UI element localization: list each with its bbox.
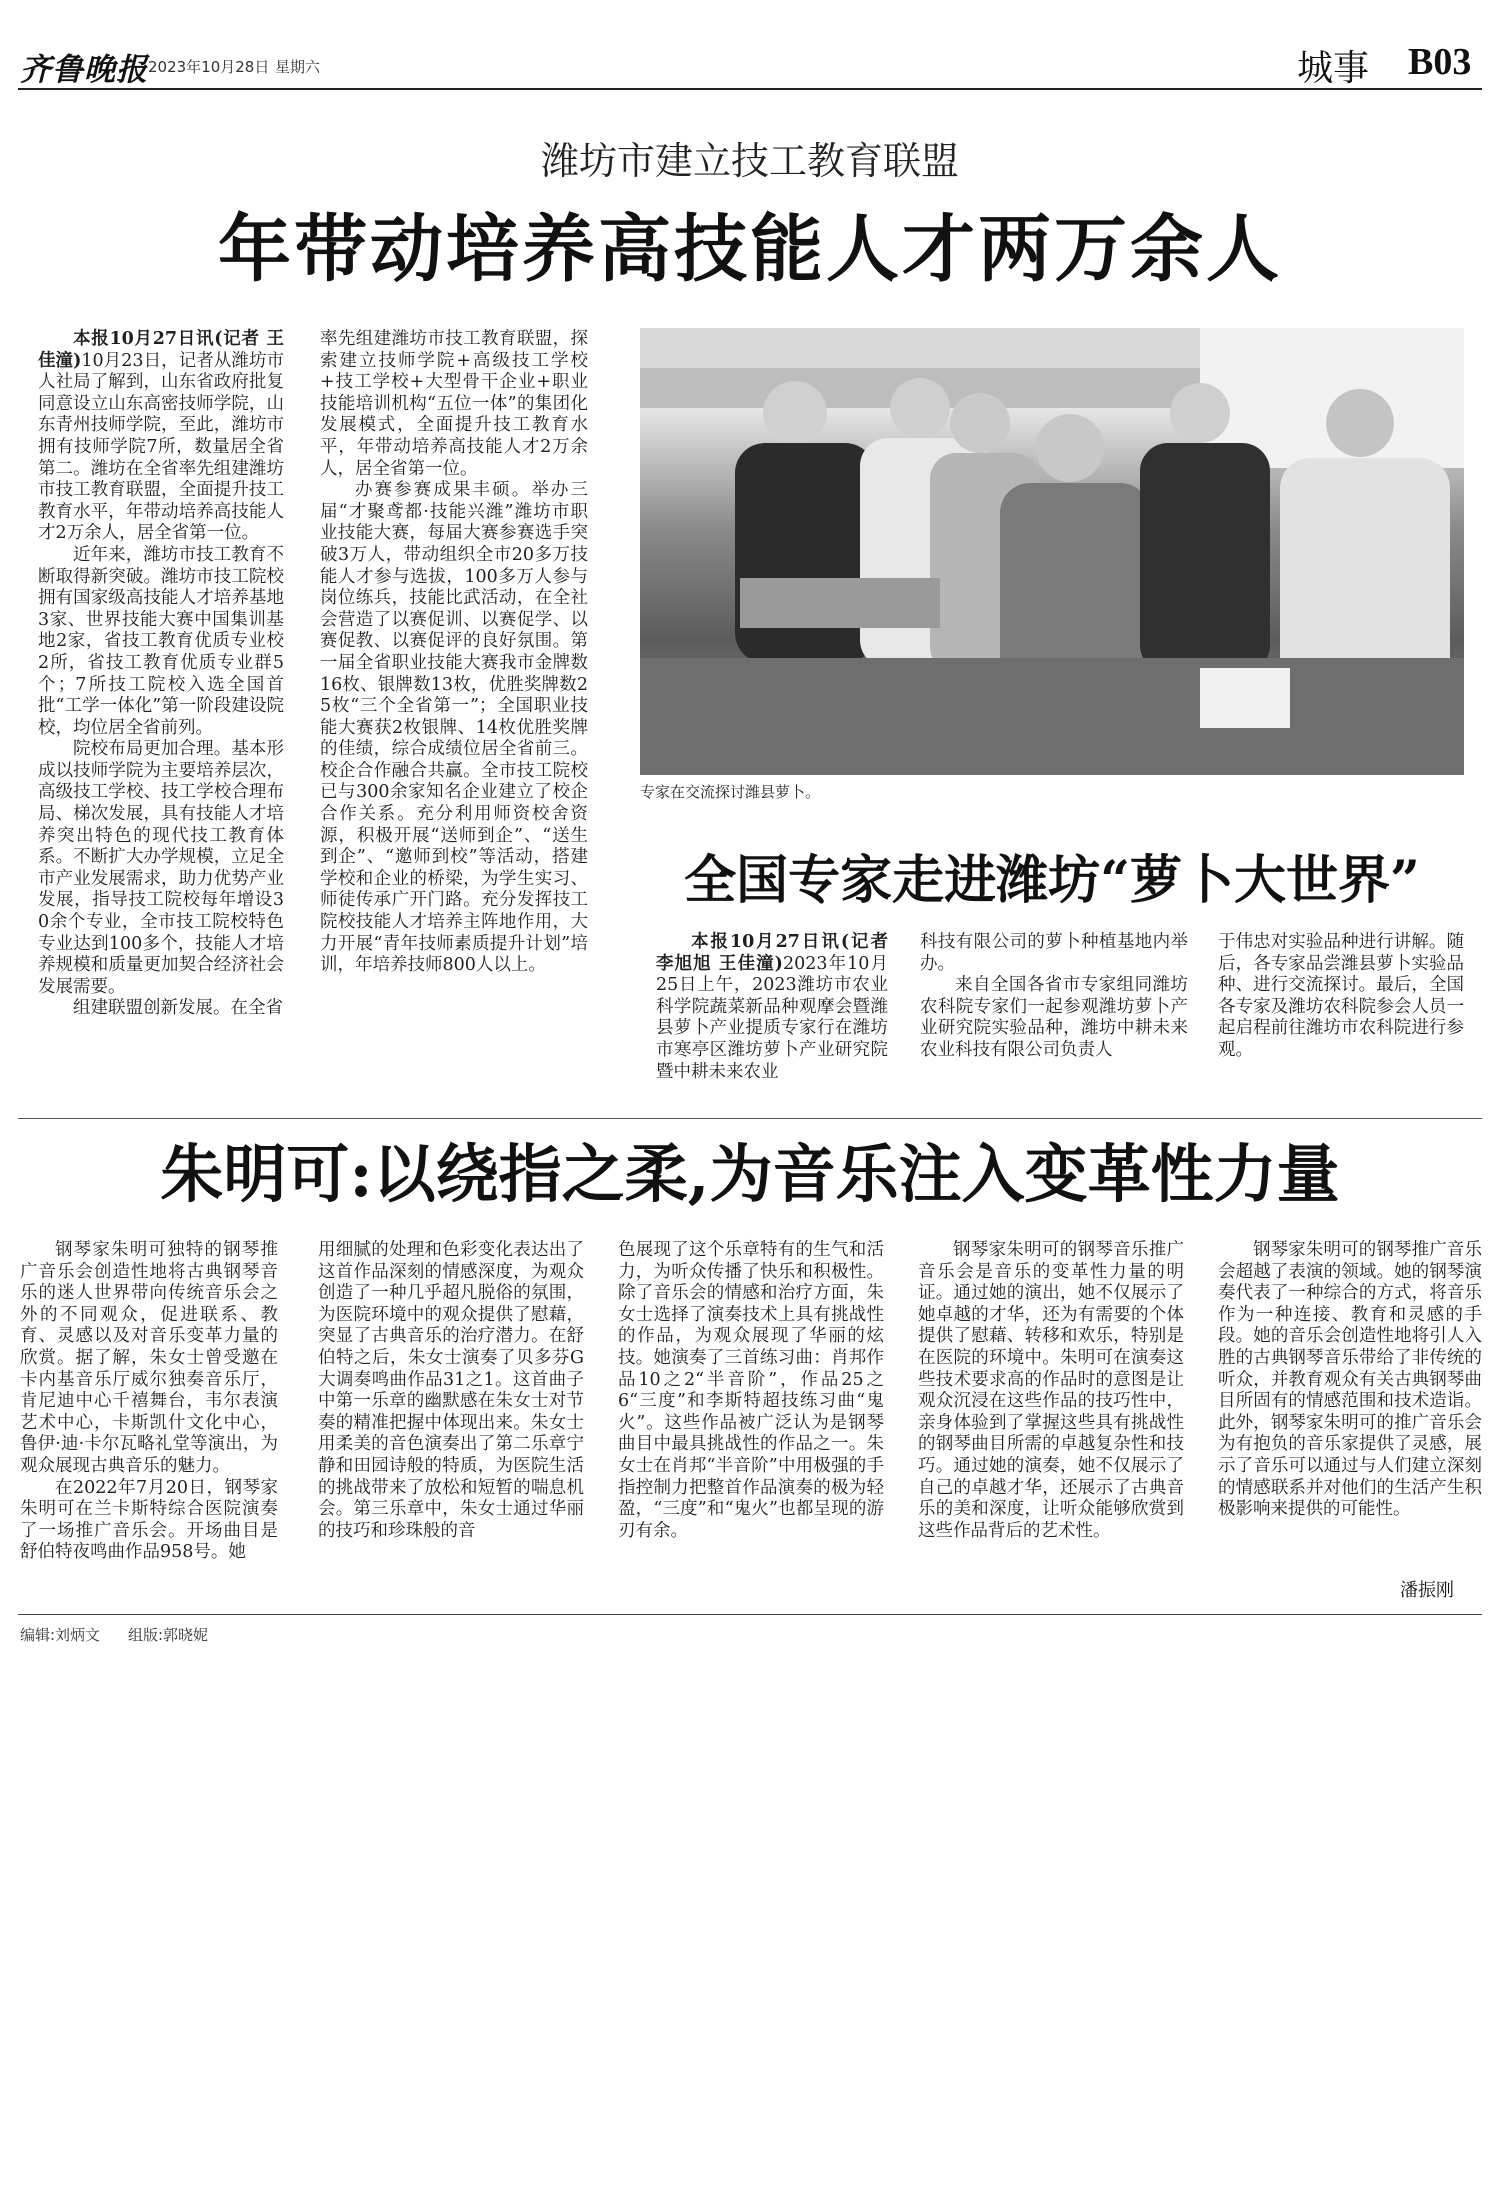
article1-headline: 年带动培养高技能人才两万余人 xyxy=(218,206,1282,292)
article2-paragraph: 于伟忠对实验品种进行讲解。随后，各专家品尝潍县萝卜实验品种、进行交流探讨。最后，全国各专家及潍坊农科院参会人员一起启程前往潍坊市农科院进行参观。 xyxy=(1218,932,1464,1060)
article2-paragraph: 科技有限公司的萝卜种植基地内举办。 xyxy=(920,932,1188,974)
article3-author: 潘振刚 xyxy=(1400,1580,1454,1601)
article2-paragraph: 2023年10月25日上午，2023潍坊市农业科学院蔬菜新品种观摩会暨潍县萝卜产业提质专家行在潍坊市寒亭区潍坊萝卜产业研究院暨中耕未来农业 xyxy=(656,953,889,1082)
experts-photo xyxy=(640,328,1464,775)
article1-paragraph: 10月23日，记者从潍坊市人社局了解到，山东省政府批复同意设立山东高密技师学院，山东青州技师学院，至此，潍坊市拥有技师学院7所，数量居全省第二。潍坊在全省率先组建潍坊市技工教育联盟，全面提升技工教育水平，年带动培养高技能人才2万余人，居全省第一位。 xyxy=(38,350,285,544)
photo-illustration xyxy=(640,328,1464,775)
article3-column-3 xyxy=(618,1240,884,1542)
article3-column-2 xyxy=(318,1240,584,1542)
article2-column-1 xyxy=(656,932,888,1083)
masthead-divider xyxy=(18,88,1482,90)
article2-column-2 xyxy=(920,932,1188,1062)
section-divider xyxy=(18,1118,1482,1119)
article3-paragraph: 色展现了这个乐章特有的生气和活力，为听众传播了快乐和积极性。除了音乐会的情感和治疗方面，朱女士选择了演奏技术上具有挑战性的作品，为观众展现了华丽的炫技。她演奏了三首练习曲：肖邦作品10之2“半音阶”，作品25之6“三度”和李斯特超技练习曲“鬼火”。这些作品被广泛认为是钢琴曲目中最具挑战性的作品之一。朱女士在肖邦“半音阶”中用极强的手指控制力把整首作品演奏的极为轻盈，“三度”和“鬼火”也都呈现的游刃有余。 xyxy=(618,1240,884,1541)
article2-byline: 本报10月27日讯(记者 李旭旭 王佳潼) xyxy=(656,932,888,974)
article1-paragraph: 近年来，潍坊市技工教育不断取得新突破。潍坊市技工院校拥有国家级高技能人才培养基地3家、世界技能大赛中国集训基地2家，省技工教育优质专业校2所，省技工教育优质专业群5个；7所技工院校入选全国首批“工学一体化”第一阶段建设院校，均位居全省前列。 xyxy=(38,544,284,738)
article1-kicker: 潍坊市建立技工教育联盟 xyxy=(540,139,959,183)
section-name: 城事 xyxy=(1297,48,1370,89)
article3-paragraph: 在2022年7月20日，钢琴家朱明可在兰卡斯特综合医院演奏了一场推广音乐会。开场曲目是舒伯特夜鸣曲作品958号。她 xyxy=(20,1477,278,1563)
article1-column-1 xyxy=(38,329,284,1020)
article2-paragraph: 来自全国各省市专家组同潍坊农科院专家们一起参观潍坊萝卜产业研究院实验品种，潍坊中耕未来农业科技有限公司负责人 xyxy=(920,975,1188,1060)
newspaper-logo: 齐鲁晚报 xyxy=(20,52,148,88)
article2-column-3 xyxy=(1218,932,1464,1062)
article3-paragraph: 钢琴家朱明可独特的钢琴推广音乐会创造性地将古典钢琴音乐的迷人世界带向传统音乐会之外的不同观众，促进联系、教育、灵感以及对音乐变革力量的欣赏。据了解，朱女士曾受邀在卡内基音乐厅威尔独奏音乐厅，肯尼迪中心千禧舞台，韦尔表演艺术中心，卡斯凯什文化中心，鲁伊·迪·卡尔瓦略礼堂等演出，为观众展现古典音乐的魅力。 xyxy=(20,1240,278,1476)
article3-paragraph: 用细腻的处理和色彩变化表达出了这首作品深刻的情感深度，为观众创造了一种几乎超凡脱俗的氛围，为医院环境中的观众提供了慰藉，突显了古典音乐的治疗潜力。在舒伯特之后，朱女士演奏了贝多芬G大调奏鸣曲作品31之1。这首曲子中第一乐章的幽默感在朱女士对节奏的精准把握中体现出来。朱女士用柔美的音色演奏出了第二乐章宁静和田园诗般的特质，为医院生活的挑战带来了放松和短暂的喘息机会。第三乐章中，朱女士通过华丽的技巧和珍珠般的音 xyxy=(318,1240,584,1541)
issue-weekday: 星期六 xyxy=(275,58,321,76)
article1-byline: 本报10月27日讯(记者 王佳潼) xyxy=(38,329,284,371)
article3-paragraph: 钢琴家朱明可的钢琴推广音乐会超越了表演的领域。她的钢琴演奏代表了一种综合的方式，将音乐作为一种连接、教育和灵感的手段。她的音乐会创造性地将引人入胜的古典钢琴音乐带给了非传统的听众，并教育观众有关古典钢琴曲目所固有的情感范围和技术造诣。此外，钢琴家朱明可的推广音乐会为有抱负的音乐家提供了灵感，展示了音乐可以通过与人们建立深刻的情感联系并对他们的生活产生积极影响来提供的可能性。 xyxy=(1218,1240,1482,1520)
article1-paragraph: 率先组建潍坊市技工教育联盟，探索建立技师学院+高级技工学校+技工学校+大型骨干企业+职业技能培训机构“五位一体”的集团化发展模式，全面提升技工教育水平，年带动培养高技能人才2万余人，居全省第一位。 xyxy=(320,329,588,479)
article3-column-4 xyxy=(918,1240,1184,1542)
article3-column-1 xyxy=(20,1240,278,1564)
footer-divider xyxy=(18,1614,1482,1615)
article1-paragraph: 办赛参赛成果丰硕。举办三届“才聚鸢都·技能兴潍”潍坊市职业技能大赛，每届大赛参赛选手突破3万人，带动组织全市20多万技能人才参与选拔，100多万人参与岗位练兵，技能比武活动，在全社会营造了以赛促训、以赛促学、以赛促教、以赛促评的良好氛围。第一届全省职业技能大赛我市金牌数16枚、银牌数13枚，优胜奖牌数25枚“三个全省第一”；全国职业技能大赛获2枚银牌、14枚优胜奖牌的佳绩，综合成绩位居全省前三。校企合作融合共赢。全市技工院校已与300余家知名企业建立了校企合作关系。充分利用师资校舍资源，积极开展“送师到企”、“送生到企”、“邀师到校”等活动，搭建学校和企业的桥梁，为学生实习、师徒传承广开门路。充分发挥技工院校技能人才培养主阵地作用，大力开展“青年技师素质提升计划”培训，年培养技师800人以上。 xyxy=(320,480,588,976)
article2-headline: 全国专家走进潍坊“萝卜大世界” xyxy=(684,850,1420,911)
article3-column-5 xyxy=(1218,1240,1482,1521)
article1-column-2 xyxy=(320,329,588,977)
footer-editor: 编辑:刘炳文 xyxy=(20,1626,101,1644)
article1-paragraph: 组建联盟创新发展。在全省 xyxy=(73,998,283,1019)
article3-paragraph: 钢琴家朱明可的钢琴音乐推广音乐会是音乐的变革性力量的明证。通过她的演出，她不仅展示了她卓越的才华，还为有需要的个体提供了慰藉、转移和欢乐，特别是在医院的环境中。朱明可在演奏这些技术要求高的作品时的意图是让观众沉浸在这些作品的技巧性中，亲身体验到了掌握这些具有挑战性的钢琴曲目所需的卓越复杂性和技巧。通过她的演奏，她不仅展示了自己的卓越才华，还展示了古典音乐的美和深度，让听众能够欣赏到这些作品背后的艺术性。 xyxy=(918,1240,1184,1541)
photo-caption: 专家在交流探讨潍县萝卜。 xyxy=(640,783,821,801)
issue-date: 2023年10月28日 xyxy=(148,58,270,76)
article1-paragraph: 院校布局更加合理。基本形成以技师学院为主要培养层次，高级技工学校、技工学校合理布局、梯次发展，具有技能人才培养突出特色的现代技工教育体系。不断扩大办学规模，立足全市产业发展需求，助力优势产业发展，指导技工院校每年增设30余个专业，全市技工院校特色专业达到100多个，技能人才培养规模和质量更加契合经济社会发展需要。 xyxy=(38,739,284,997)
article3-headline: 朱明可:以绕指之柔,为音乐注入变革性力量 xyxy=(160,1137,1340,1211)
footer-layout-editor: 组版:郭晓妮 xyxy=(128,1626,209,1644)
page-number: B03 xyxy=(1408,41,1472,83)
